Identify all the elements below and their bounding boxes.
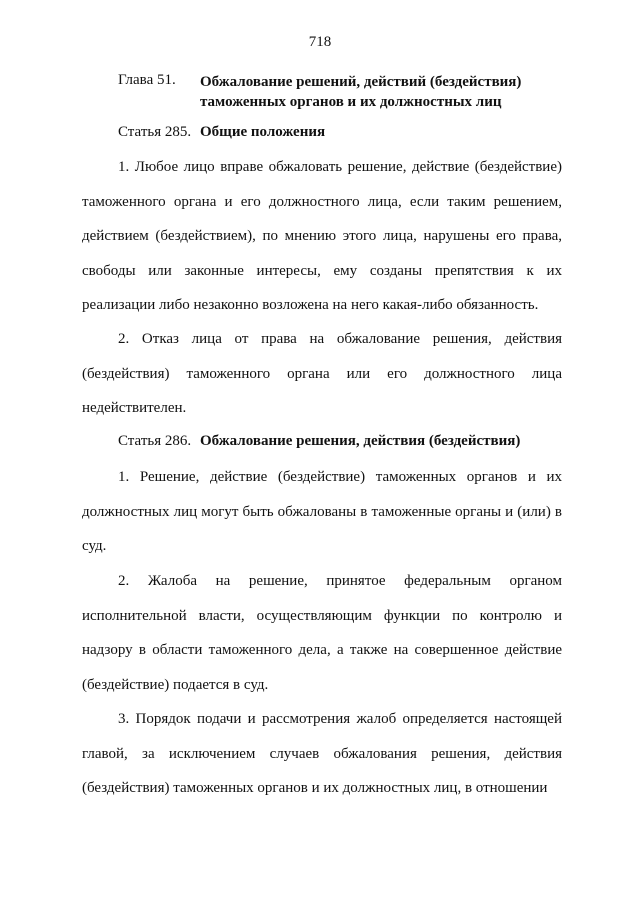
article-285-paragraph-2: 2. Отказ лица от права на обжалование решения, действия (бездействия) таможенного органа или его должностного лица недействителен. — [82, 331, 562, 416]
article-286-paragraph-1: 1. Решение, действие (бездействие) таможенных органов и их должностных лиц могут быть обжалованы в таможенные органы и (или) в суд. — [82, 469, 562, 554]
article-285-paragraph-1: 1. Любое лицо вправе обжаловать решение, действие (бездействие) таможенного органа и его должностного лица, если таким решением, действием (бездействием), по мнению этого лица, нарушены его права, свободы или законные интересы, ему созданы препятствия к их реализации либо незаконно возложена на него какая-либо обязанность. — [82, 159, 562, 313]
chapter-title: Обжалование решений, действий (бездействия) таможенных органов и их должностных лиц — [200, 74, 522, 110]
article-title: Общие положения — [200, 124, 326, 140]
article-label: Статья 285. — [118, 124, 192, 140]
chapter-label: Глава 51. — [118, 72, 176, 88]
article-title: Обжалование решения, действия (бездействия) — [200, 433, 521, 449]
page-number: 718 — [308, 34, 332, 50]
article-heading-286 — [118, 433, 520, 450]
article-286-paragraph-3: 3. Порядок подачи и рассмотрения жалоб определяется настоящей главой, за исключением случаев обжалования решения, действия (бездействия) таможенных органов и их должностных лиц, в отношении — [82, 711, 562, 796]
article-label: Статья 286. — [118, 433, 192, 449]
article-heading-285 — [118, 124, 325, 141]
article-286-paragraph-2: 2. Жалоба на решение, принятое федеральным органом исполнительной власти, осуществляющим функции по контролю и надзору в области таможенного дела, а также на совершенное действие (бездействие) подается в суд. — [82, 573, 562, 693]
